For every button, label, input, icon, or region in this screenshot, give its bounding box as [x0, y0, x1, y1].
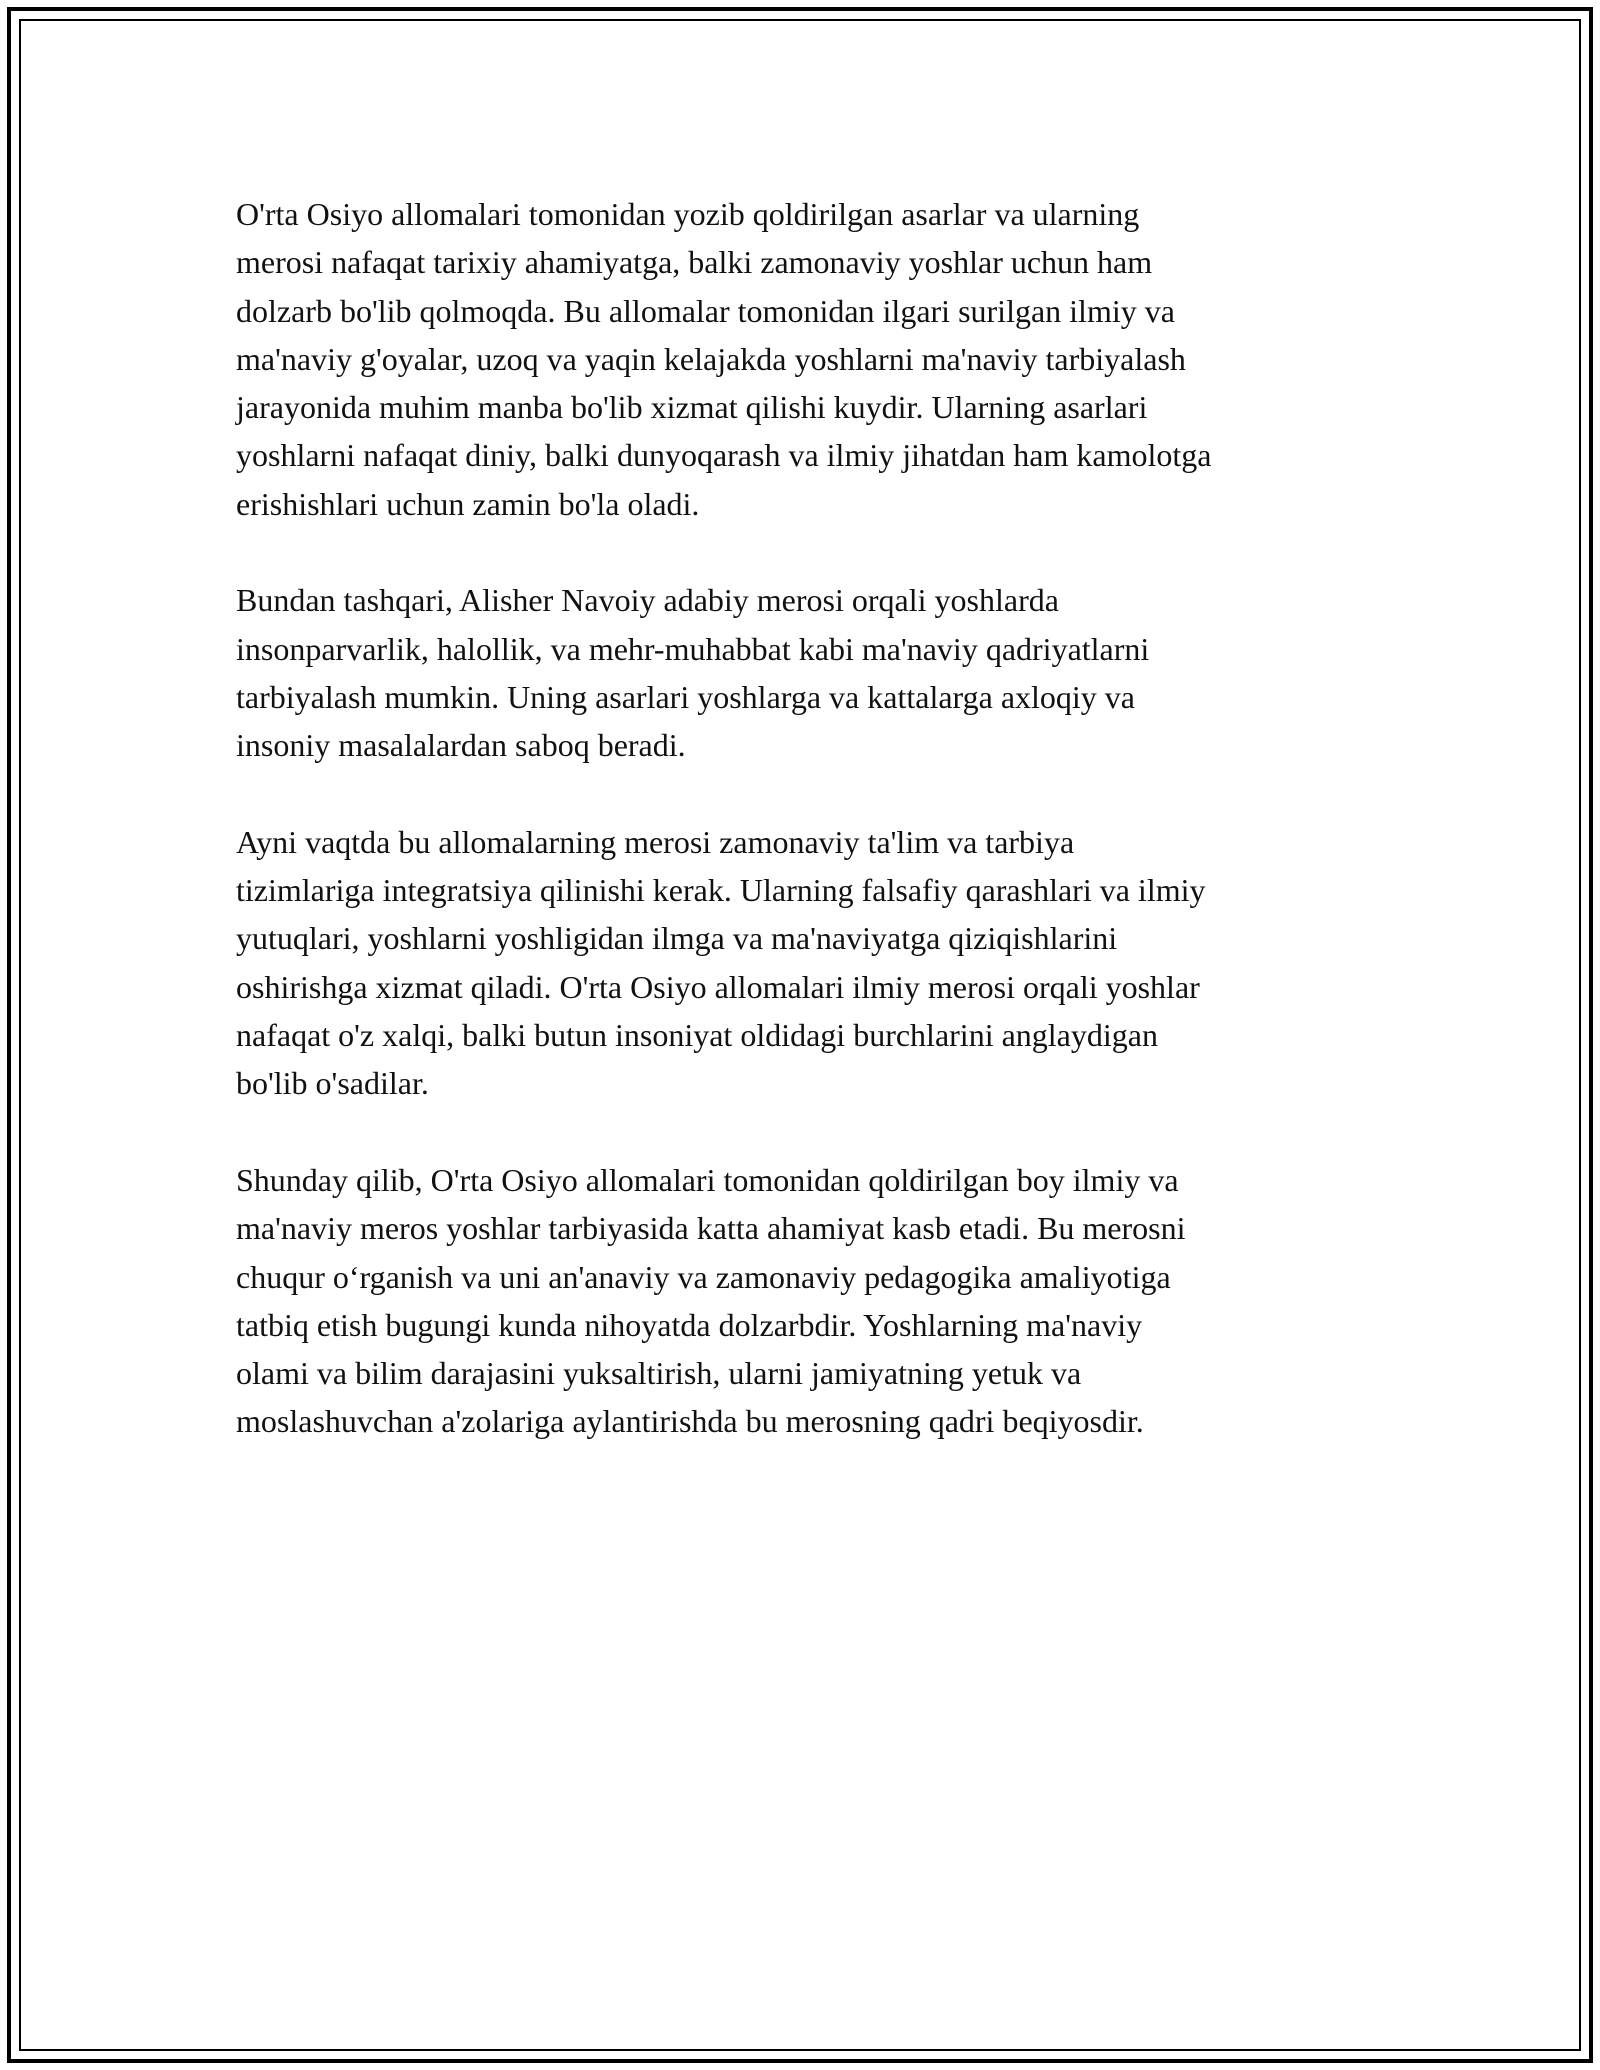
- paragraph-1: O'rta Osiyo allomalari tomonidan yozib qoldirilgan asarlar va ularning merosi nafaqat tarixiy ahamiyatga, balki zamonaviy yoshlar uchun ham dolzarb bo'lib qolmoqda. Bu allomalar tomonidan ilgari surilgan ilmiy va ma'naviy g'oyalar, uzoq va yaqin kelajakda yoshlarni ma'naviy tarbiyalash jarayonida muhim manba bo'lib xizmat qilishi kuydir. Ularning asarlari yoshlarni nafaqat diniy, balki dunyoqarash va ilmiy jihatdan ham kamolotga erishishlari uchun zamin bo'la oladi.: [236, 196, 1212, 522]
- paragraph-3: Ayni vaqtda bu allomalarning merosi zamonaviy ta'lim va tarbiya tizimlariga integratsiya qilinishi kerak. Ularning falsafiy qarashlari va ilmiy yutuqlari, yoshlarni yoshligidan ilmga va ma'naviyatga qiziqishlarini oshirishga xizmat qiladi. O'rta Osiyo allomalari ilmiy merosi orqali yoshlar nafaqat o'z xalqi, balki butun insoniyat oldidagi burchlarini anglaydigan bo'lib o'sadilar.: [236, 823, 1206, 1102]
- paragraph-4: Shunday qilib, O'rta Osiyo allomalari tomonidan qoldirilgan boy ilmiy va ma'naviy meros yoshlar tarbiyasida katta ahamiyat kasb etadi. Bu merosni chuqur o‘rganish va uni an'anaviy va zamonaviy pedagogika amaliyotiga tatbiq etish bugungi kunda nihoyatda dolzarbdir. Yoshlarning ma'naviy olami va bilim darajasini yuksaltirish, ularni jamiyatning yetuk va moslashuvchan a'zolariga aylantirishda bu merosning qadri beqiyosdir.: [236, 1161, 1186, 1440]
- paragraph-2: Bundan tashqari, Alisher Navoiy adabiy merosi orqali yoshlarda insonparvarlik, halollik, va mehr-muhabbat kabi ma'naviy qadriyatlarni tarbiyalash mumkin. Uning asarlari yoshlarga va kattalarga axloqiy va insoniy masalalardan saboq beradi.: [236, 582, 1150, 764]
- document-body: [236, 190, 1406, 1494]
